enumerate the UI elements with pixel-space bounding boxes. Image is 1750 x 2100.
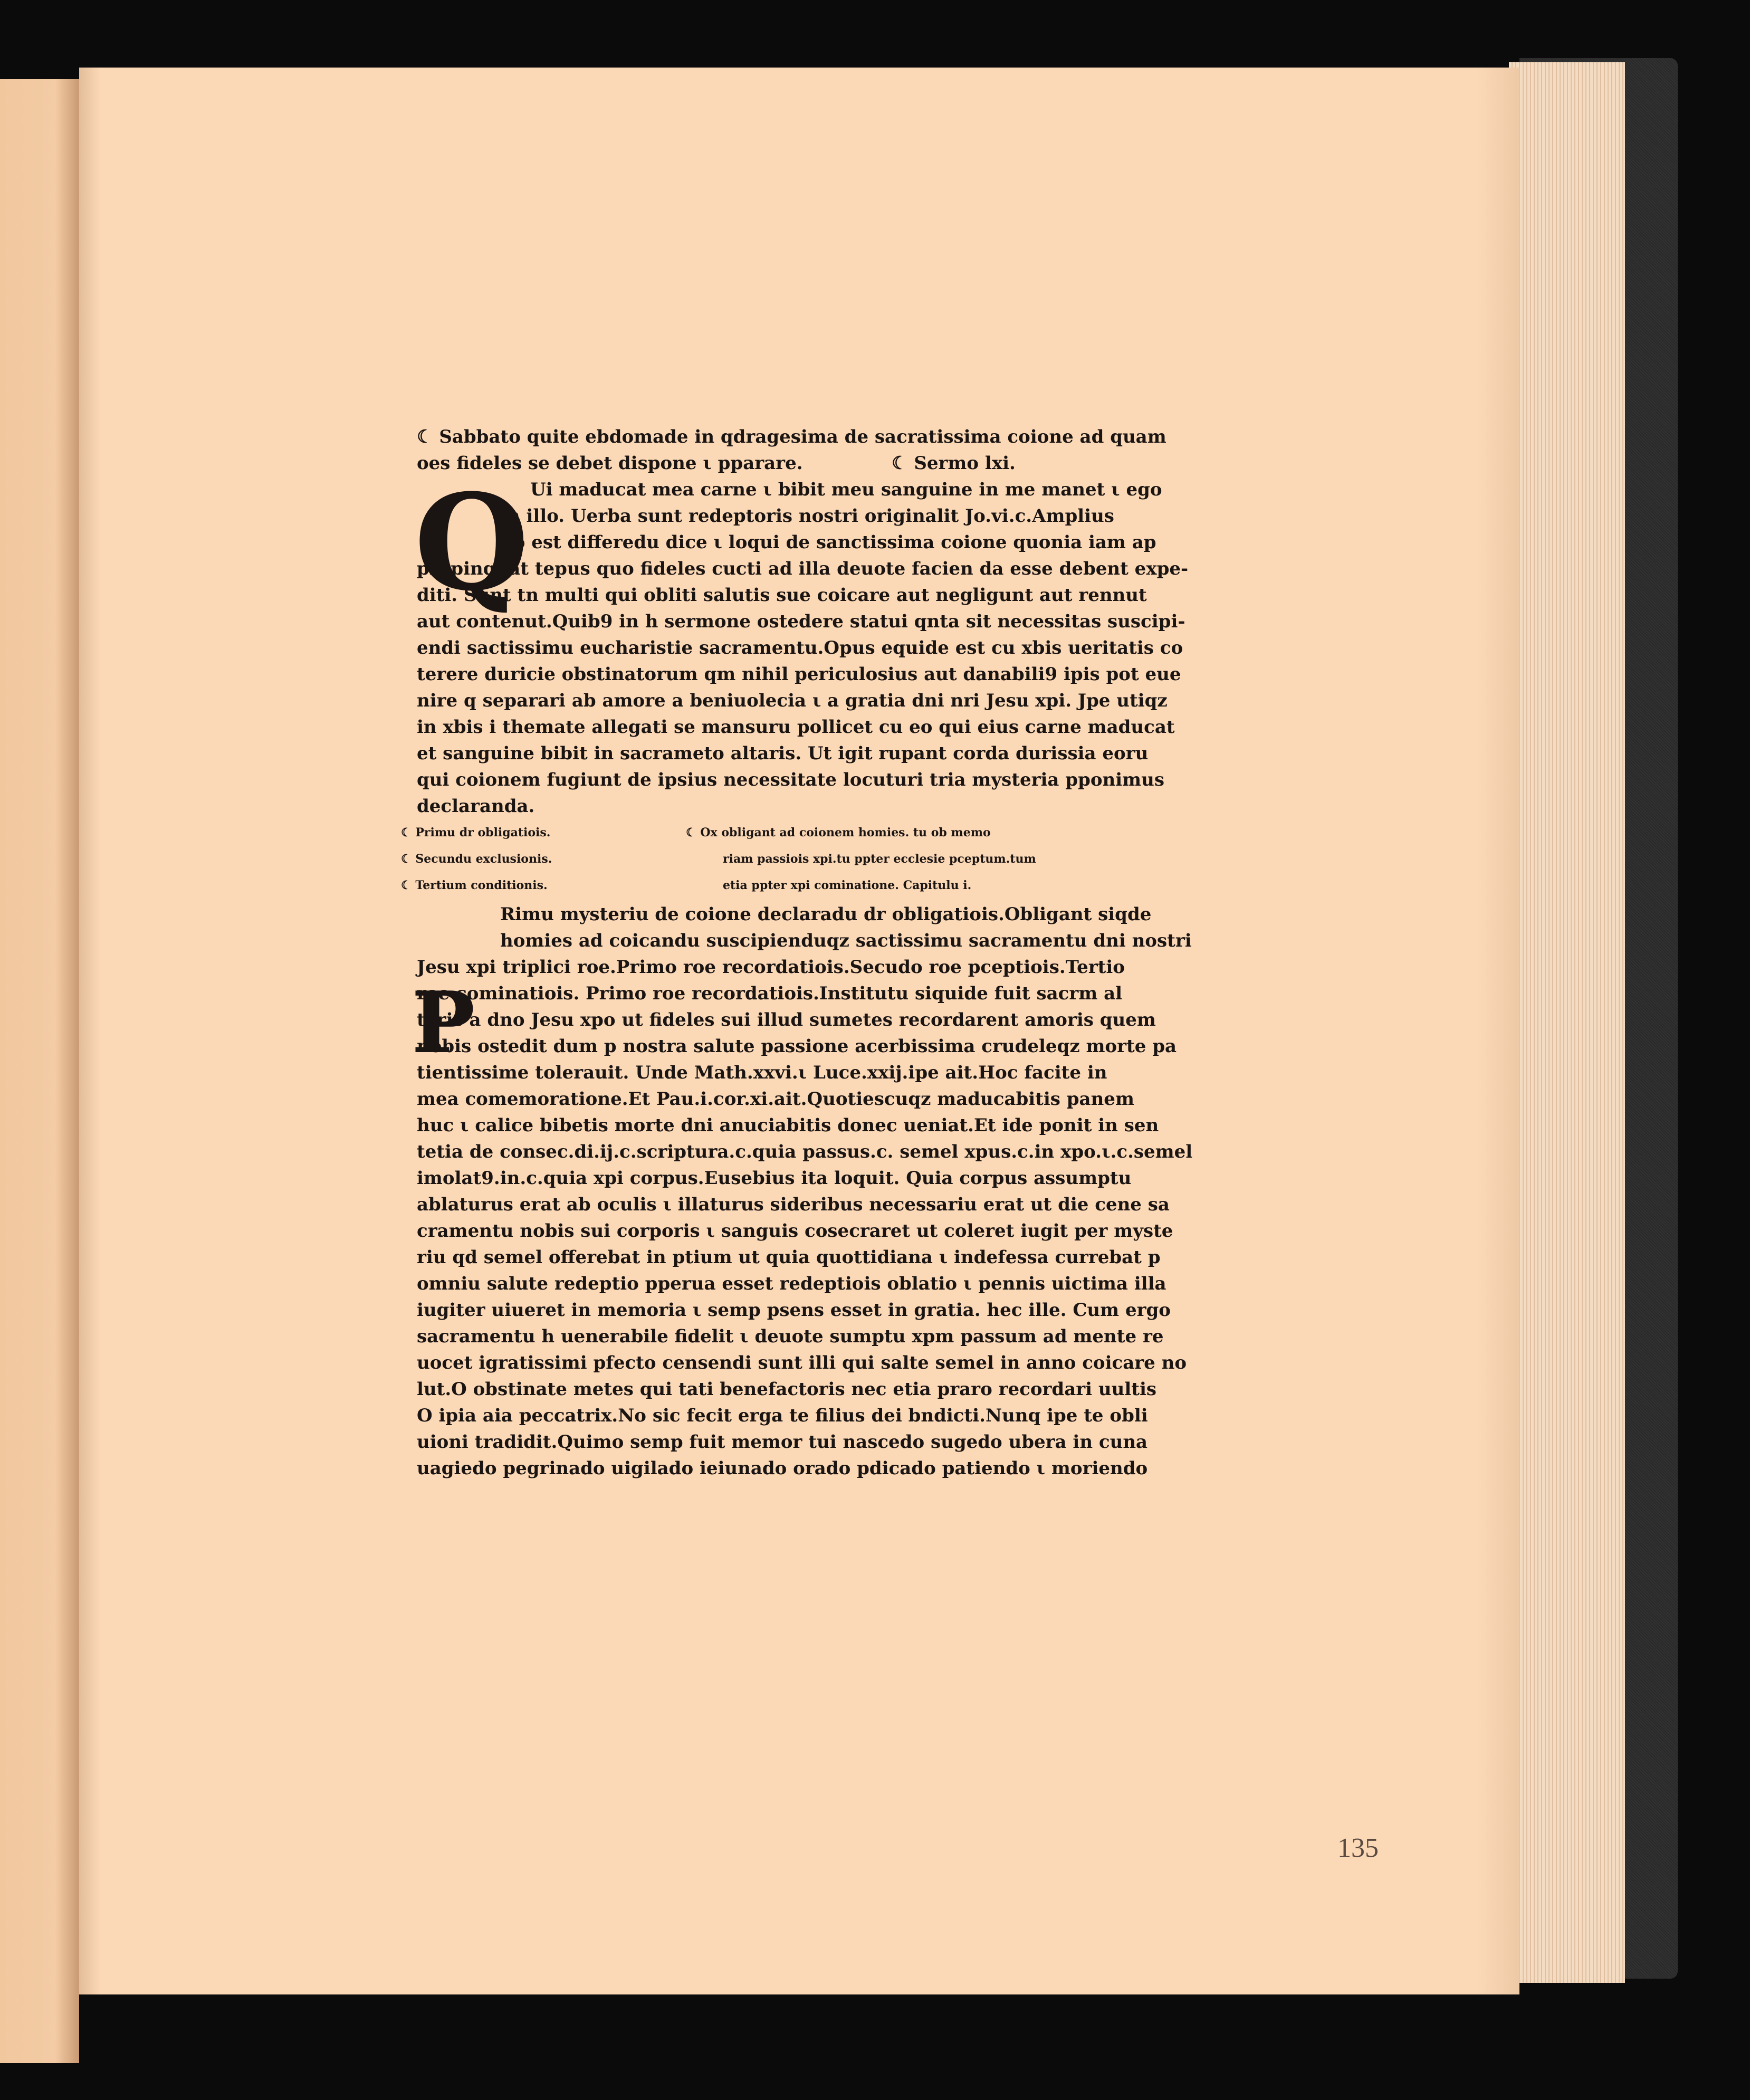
outline-row: ☾ Secundu exclusionis. riam passiois xpi.tu ppter ecclesie pceptum.tum — [401, 852, 1036, 866]
text-line: ablaturus erat ab oculis ι illaturus sideribus necessariu erat ut die cene sa — [417, 1194, 1170, 1215]
page-edges — [1509, 62, 1625, 1983]
text-line: O ipia aia peccatrix.No sic fecit erga te filius dei bndicti.Nunq ipe te obli — [417, 1405, 1148, 1426]
text-line: aut contenut.Quib9 in h sermone ostedere statui qnta sit necessitas suscipi- — [417, 611, 1185, 632]
text-line: taris a dno Jesu xpo ut fideles sui illud sumetes recordarent amoris quem — [417, 1009, 1156, 1030]
text-line: Jesu xpi triplici roe.Primo roe recordatiois.Secudo roe pceptiois.Tertio — [417, 957, 1125, 978]
text-line: in xbis i themate allegati se mansuru pollicet cu eo qui eius carne maducat — [417, 717, 1175, 738]
text-line: uagiedo pegrinado uigilado ieiunado orado pdicado patiendo ι moriendo — [417, 1458, 1148, 1479]
outline-row: ☾ Tertium conditionis. etia ppter xpi cominatione. Capitulu i. — [401, 879, 972, 892]
outline-row: ☾ Primu dr obligatiois. ☾ Ox obligant ad coionem homies. tu ob memo — [401, 826, 991, 839]
text-line: endi sactissimu eucharistie sacramentu.Opus equide est cu xbis ueritatis co — [417, 637, 1183, 658]
text-line: declaranda. — [417, 796, 535, 817]
text-line: mea comemoratione.Et Pau.i.cor.xi.ait.Quotiescuqz maducabitis panem — [417, 1089, 1134, 1110]
text-line: nire q separari ab amore a beniuolecia ι a gratia dni nri Jesu xpi. Jpe utiqz — [417, 690, 1168, 711]
text-line: huc ι calice bibetis morte dni anuciabitis donec ueniat.Et ide ponit in sen — [417, 1115, 1159, 1136]
text-line: terere duricie obstinatorum qm nihil periculosius aut danabili9 ipis pot eue — [417, 664, 1181, 685]
text-line: lut.O obstinate metes qui tati benefactoris nec etia praro recordari uultis — [417, 1379, 1157, 1400]
heading-line-2: oes fideles se debet dispone ι pparare. ☾ Sermo lxi. — [417, 453, 1016, 474]
text-line: et sanguine bibit in sacrameto altaris. Ut igit rupant corda durissia eoru — [417, 743, 1149, 764]
text-line: in illo. Uerba sunt redeptoris nostri originalit Jo.vi.c.Amplius — [500, 505, 1114, 527]
text-line: no est differedu dice ι loqui de sanctissima coione quonia iam ap — [500, 532, 1156, 553]
text-line: roe cominatiois. Primo roe recordatiois.Institutu siquide fuit sacrm al — [417, 983, 1123, 1004]
text-line: omniu salute redeptio pperua esset redeptiois oblatio ι pennis uictima illa — [417, 1273, 1166, 1294]
text-line: tetia de consec.di.ij.c.scriptura.c.quia passus.c. semel xpus.c.in xpo.ι.c.semel — [417, 1141, 1193, 1162]
book-page — [79, 68, 1519, 1994]
text-line: qui coionem fugiunt de ipsius necessitate locuturi tria mysteria pponimus — [417, 769, 1164, 790]
heading-line-1: ☾ Sabbato quite ebdomade in qdragesima de sacratissima coione ad quam — [417, 426, 1166, 447]
text-line: imolat9.in.c.quia xpi corpus.Eusebius ita loquit. Quia corpus assumptu — [417, 1168, 1132, 1189]
text-line: Ui maducat mea carne ι bibit meu sanguine in me manet ι ego — [530, 479, 1162, 500]
text-line: nobis ostedit dum p nostra salute passione acerbissima crudeleqz morte pa — [417, 1036, 1177, 1057]
text-line: iugiter uiueret in memoria ι semp psens esset in gratia. hec ille. Cum ergo — [417, 1300, 1171, 1321]
text-line: uocet igratissimi pfecto censendi sunt illi qui salte semel in anno coicare no — [417, 1352, 1187, 1373]
dropcap-p: P — [412, 973, 475, 1072]
text-line: cramentu nobis sui corporis ι sanguis cosecraret ut coleret iugit per myste — [417, 1220, 1173, 1242]
text-line: uioni tradidit.Quimo semp fuit memor tui nascedo sugedo ubera in cuna — [417, 1431, 1148, 1453]
facing-page-edge — [0, 79, 79, 2063]
text-line: riu qd semel offerebat in ptium ut quia quottidiana ι indefessa currebat p — [417, 1247, 1161, 1268]
text-line: Rimu mysteriu de coione declaradu dr obligatiois.Obligant siqde — [500, 904, 1152, 925]
text-line: diti. Sunt tn multi qui obliti salutis sue coicare aut negligunt aut rennut — [417, 585, 1147, 606]
text-line: homies ad coicandu suscipienduqz sactissimu sacramentu dni nostri — [500, 930, 1192, 951]
dropcap-q: Q — [414, 465, 529, 620]
text-line: propinquat tepus quo fideles cucti ad illa deuote facien da esse debent expe- — [417, 558, 1189, 579]
text-line: tientissime tolerauit. Unde Math.xxvi.ι Luce.xxij.ipe ait.Hoc facite in — [417, 1062, 1107, 1083]
page-number: 135 — [1337, 1833, 1379, 1863]
text-line: sacramentu h uenerabile fidelit ι deuote sumptu xpm passum ad mente re — [417, 1326, 1164, 1347]
